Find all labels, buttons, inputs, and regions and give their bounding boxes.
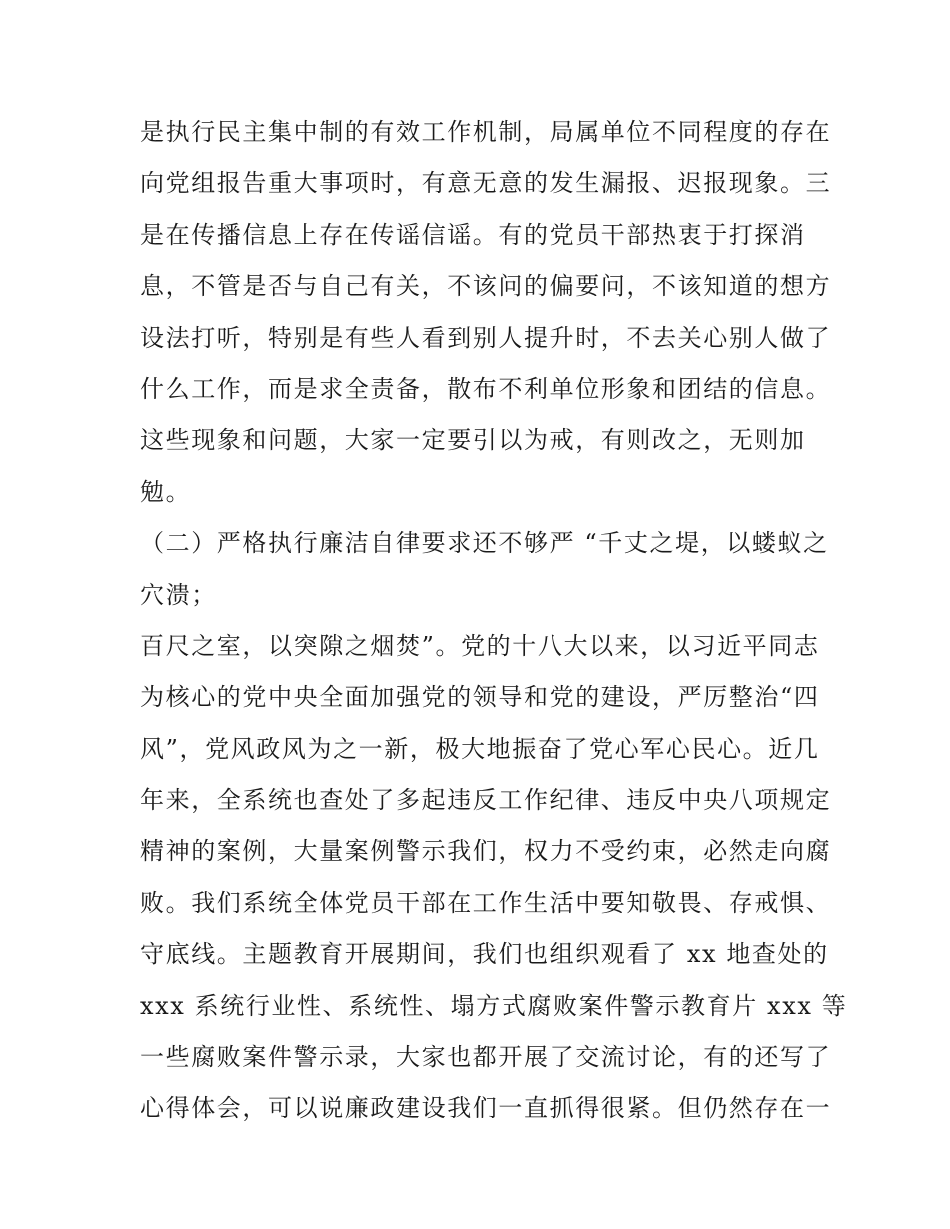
- text-line: 设法打听，特别是有些人看到别人提升时，不去关心别人做了: [140, 323, 832, 352]
- text-line: 年来，全系统也查处了多起违反工作纪律、违反中央八项规定: [140, 786, 832, 815]
- text-line: xxx 系统行业性、系统性、塌方式腐败案件警示教育片 xxx 等: [140, 991, 848, 1020]
- text-line: 穴溃；: [140, 580, 217, 609]
- text-line: 一些腐败案件警示录，大家也都开展了交流讨论，有的还写了: [140, 1043, 832, 1072]
- text-line: 向党组报告重大事项时，有意无意的发生漏报、迟报现象。三: [140, 169, 832, 198]
- text-line: 勉。: [140, 477, 192, 506]
- text-line: 守底线。主题教育开展期间，我们也组织观看了 xx 地查处的: [140, 940, 829, 969]
- text-line: 什么工作，而是求全责备，散布不利单位形象和团结的信息。: [140, 374, 832, 403]
- text-line: 败。我们系统全体党员干部在工作生活中要知敬畏、存戒惧、: [140, 888, 832, 917]
- text-line: 为核心的党中央全面加强党的领导和党的建设，严厉整治“四: [140, 683, 820, 712]
- text-line: 是执行民主集中制的有效工作机制，局属单位不同程度的存在: [140, 118, 832, 146]
- text-line: 风”，党风政风为之一新，极大地振奋了党心军心民心。近几: [140, 734, 820, 763]
- text-line: 心得体会，可以说廉政建设我们一直抓得很紧。但仍然存在一: [140, 1094, 832, 1123]
- text-line: 是在传播信息上存在传谣信谣。有的党员干部热衷于打探消: [140, 220, 806, 249]
- text-line: 息，不管是否与自己有关，不该问的偏要问，不该知道的想方: [140, 272, 832, 301]
- text-line: 这些现象和问题，大家一定要引以为戒，有则改之，无则加: [140, 426, 806, 455]
- text-line: 精神的案例，大量案例警示我们，权力不受约束，必然走向腐: [140, 837, 832, 866]
- text-line: 百尺之室，以突隙之烟焚”。党的十八大以来，以习近平同志: [140, 631, 820, 660]
- body-text: [140, 107, 848, 1135]
- section-heading-line: （二）严格执行廉洁自律要求还不够严 “千丈之堤，以蝼蚁之: [140, 529, 829, 558]
